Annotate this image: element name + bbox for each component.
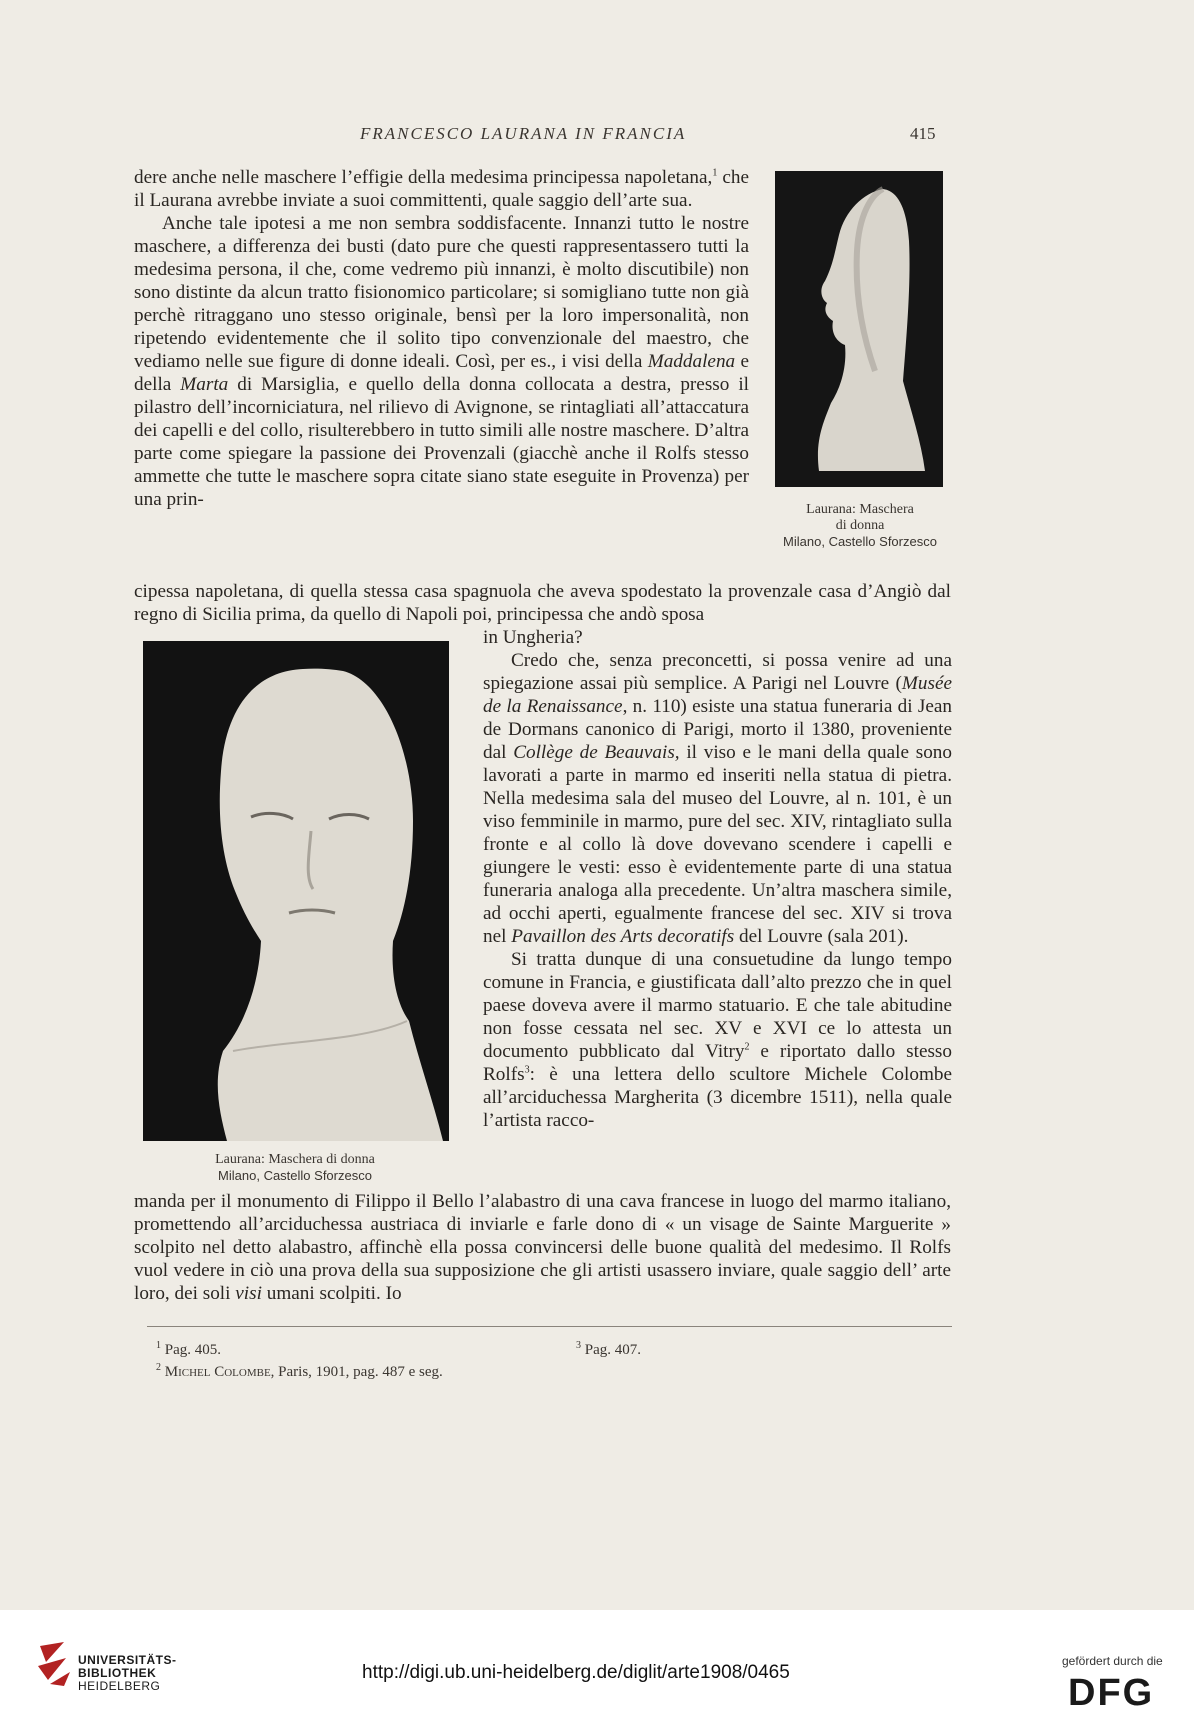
paragraph-3-start: in Ungheria? [483, 627, 583, 648]
caption-left-line1: Laurana: Maschera di donna [215, 1152, 375, 1167]
text-column-right [483, 626, 952, 1132]
page-number: 415 [910, 124, 936, 143]
caption-left-place: Milano, Castello Sforzesco [218, 1168, 372, 1183]
text-full-width [134, 580, 951, 626]
dfg-logo: DFG [1068, 1672, 1155, 1714]
footnote-ref-2: 2 [744, 1041, 750, 1053]
figure-mask-profile [775, 171, 943, 487]
text-column-top [134, 166, 749, 511]
university-library-logo-icon [36, 1640, 74, 1688]
paragraph-3: Credo che, senza preconcetti, si possa venire ad una spiegazione assai più semplice. A Parigi nel Louvre (Musée de la Renaissance, n. 110) esiste una statua funeraria di Jean de Dormans canonico di Parigi, morto il 1380, proveniente dal Collège de Beauvais, il viso e le mani della quale sono lavorati a parte in marmo ed inseriti nella statua di pietra. Nella medesima sala del museo del Louvre, al n. 101, è un viso femminile in marmo, pure del sec. XIV, rintagliato sulla fronte e al collo là dove dovevano scendere i capelli e giungere le vesti: esso è evidentemente parte di una statua funeraria analoga alla precedente. Un’altra maschera simile, ad occhi aperti, egualmente francese del sec. XIV si trova nel Pavaillon des Arts decoratifs del Louvre (sala 201). [483, 650, 952, 947]
caption-left [150, 1152, 440, 1184]
permalink-url[interactable]: http://digi.ub.uni-heidelberg.de/diglit/arte1908/0465 [362, 1662, 790, 1683]
caption-top-line2: di donna [835, 518, 885, 533]
footnote-2: $^2$ Michel Colombe, Paris, 1901, pag. 487 e seg. [156, 1362, 443, 1380]
running-head [0, 124, 1194, 152]
university-library-name: UNIVERSITÄTS- BIBLIOTHEK HEIDELBERG [78, 1653, 177, 1693]
footnote-1: $^1$ Pag. 405. [156, 1340, 221, 1358]
text-bottom [134, 1190, 951, 1305]
footnote-ref-1: 1 [712, 167, 718, 179]
mask-frontal-image [143, 641, 449, 1141]
paragraph-2: Anche tale ipotesi a me non sembra soddisfacente. Innanzi tutto le nostre maschere, a differenza dei busti (dato pure che questi rappresentassero tutti la medesima persona, il che, come vedremo più innanzi, è molto discutibile) non sono distinte da alcun tratto fisionomico particolare; si somigliano tutte non già perchè ritraggano uno stesso originale, bensì per la loro impersonalità, non ripetendo evidentemente che il solito tipo convenzionale del maestro, che vediamo nelle sue figure di donne ideali. Così, per es., i visi della Maddalena e della Marta di Marsiglia, e quello della donna collocata a destra, presso il pilastro dell’incorniciatura, nel rilievo di Avignone, se rintagliati all’attaccatura dei capelli e del collo, risulterebbero in tutto simili alle nostre maschere. D’altra parte come spiegare la passione dei Provenzali (giacchè anche il Rolfs stesso ammette che tutte le maschere sopra citate siano state eseguite in Provenza) per una prin- [134, 213, 749, 510]
paragraph-continuation: cipessa napoletana, di quella stessa casa spagnuola che aveva spodestato la provenzale casa d’Angiò dal regno di Sicilia prima, da quello di Napoli poi, principessa che andò sposa [134, 581, 951, 625]
caption-top [760, 502, 960, 550]
footnote-ref-3: 3 [524, 1064, 530, 1076]
funded-by-label: gefördert durch die [1062, 1654, 1163, 1668]
figure-mask-frontal [143, 641, 449, 1141]
paragraph-final: manda per il monumento di Filippo il Bello l’alabastro di una cava francese in luogo del marmo italiano, promettendo all’arciduchessa austriaca di inviarle e farle dono di « un visage de Sainte Marguerite » scolpito nel detto alabastro, affinchè ella possa convincersi delle buone qualità del medesimo. Il Rolfs vuol vedere in ciò una prova della sua supposizione che gli artisti usassero inviare, quale saggio dell’ arte loro, dei soli visi umani scolpiti. Io [134, 1191, 951, 1304]
digitization-footer [0, 1610, 1194, 1723]
caption-top-line1: Laurana: Maschera [806, 502, 914, 517]
footnote-rule [147, 1326, 952, 1327]
running-title: FRANCESCO LAURANA IN FRANCIA [360, 124, 687, 143]
footnote-3: $^3$ Pag. 407. [576, 1340, 641, 1358]
caption-top-place: Milano, Castello Sforzesco [783, 534, 937, 549]
mask-profile-image [775, 171, 943, 487]
paragraph-1: dere anche nelle maschere l’effigie della medesima principessa napoletana,$^1$ che il Laurana avrebbe inviate a suoi committenti, quale saggio dell’arte sua. [134, 167, 749, 211]
paragraph-4: Si tratta dunque di una consuetudine da lungo tempo comune in Francia, e giustificata dall’alto prezzo che in quel paese doveva avere il marmo statuario. E che tale abitudine non fosse cessata nel sec. XV e XVI ce lo attesta un documento pubblicato dal Vitry$^2$ e riportato dallo stesso Rolfs$^3$: è una lettera dello scultore Michele Colombe all’arciduchessa Margherita (3 dicembre 1511), nella quale l’artista racco- [483, 949, 952, 1131]
